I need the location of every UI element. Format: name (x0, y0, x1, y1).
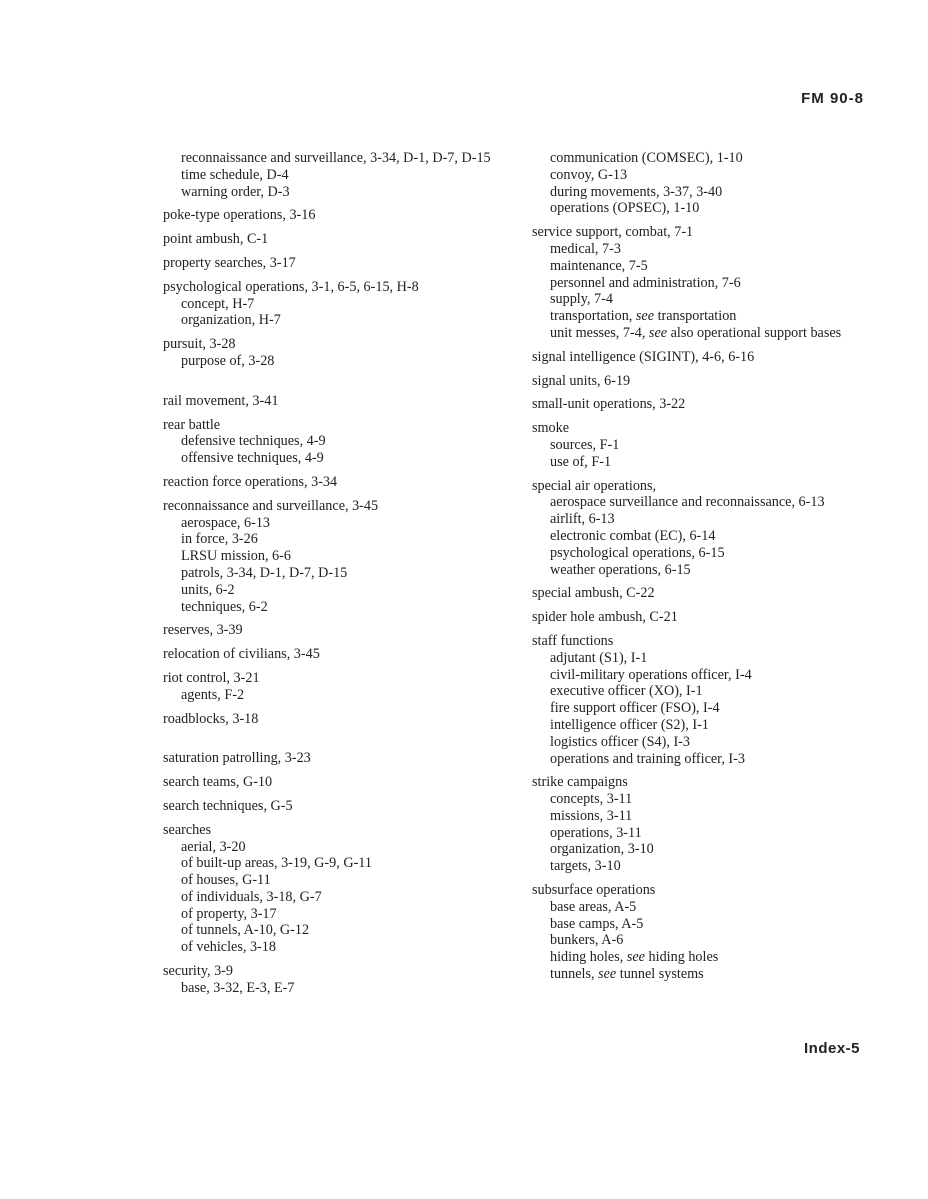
index-subentry: LRSU mission, 6-6 (181, 548, 291, 565)
index-entry (163, 474, 518, 491)
index-subentry: medical, 7-3 (550, 240, 621, 257)
index-subentry-transportation: transportation, see transportation (550, 308, 737, 325)
document-id: FM 90-8 (801, 90, 864, 107)
index-subentry: units, 6-2 (181, 581, 235, 598)
index-subentry: of property, 3-17 (181, 905, 277, 922)
index-subentry: in force, 3-26 (181, 531, 258, 548)
index-term: roadblocks, 3-18 (163, 710, 259, 727)
index-subentry: aerial, 3-20 (181, 838, 246, 855)
index-entry (163, 255, 518, 272)
index-entry (163, 417, 518, 467)
index-subentry: of tunnels, A-10, G-12 (181, 922, 310, 939)
index-subentry: reconnaissance and surveillance, 3-34, D-1, D-7, D-15 (181, 150, 491, 166)
index-entry (532, 420, 877, 470)
index-subentry: agents, F-2 (181, 686, 245, 703)
index-entry (532, 609, 877, 626)
index-term: security, 3-9 (163, 963, 233, 980)
index-entry (532, 349, 877, 366)
see-reference: see (626, 949, 645, 966)
index-subentry: missions, 3-11 (550, 807, 633, 824)
index-entry (163, 774, 518, 791)
index-entry (163, 963, 518, 997)
index-entry (532, 373, 877, 390)
index-term: poke-type operations, 3-16 (163, 207, 316, 224)
index-subentry: targets, 3-10 (550, 858, 621, 875)
index-subentry: psychological operations, 6-15 (550, 544, 725, 561)
index-subentry: time schedule, D-4 (181, 166, 289, 183)
continued-entry (532, 150, 877, 217)
index-entry (163, 498, 518, 616)
index-term: signal intelligence (SIGINT), 4-6, 6-16 (532, 348, 755, 365)
index-term: pursuit, 3-28 (163, 336, 236, 353)
index-subentry-hiding-holes: hiding holes, see hiding holes (550, 949, 719, 966)
index-subentry: civil-military operations officer, I-4 (550, 666, 752, 683)
index-term: smoke (532, 420, 570, 437)
index-term: rail movement, 3-41 (163, 392, 279, 409)
index-term: search teams, G-10 (163, 774, 273, 791)
index-subentry: electronic combat (EC), 6-14 (550, 527, 716, 544)
index-entry (163, 711, 518, 728)
see-reference: see (598, 966, 617, 983)
index-subentry: intelligence officer (S2), I-1 (550, 716, 709, 733)
index-subentry: concepts, 3-11 (550, 791, 633, 808)
index-subentry: use of, F-1 (550, 453, 612, 470)
index-subentry: concept, H-7 (181, 295, 255, 312)
index-term: rear battle (163, 416, 221, 433)
index-term: special ambush, C-22 (532, 585, 655, 602)
index-subentry: patrols, 3-34, D-1, D-7, D-15 (181, 564, 348, 581)
page-number: Index-5 (803, 1040, 860, 1057)
index-term: point ambush, C-1 (163, 231, 269, 248)
index-term: service support, combat, 7-1 (532, 224, 694, 241)
index-entry (532, 882, 877, 983)
index-term: searches (163, 821, 212, 838)
index-subentry: base camps, A-5 (550, 915, 644, 932)
index-term: saturation patrolling, 3-23 (163, 750, 311, 767)
index-subentry: convoy, G-13 (550, 166, 628, 183)
index-subentry: of vehicles, 3-18 (181, 939, 276, 956)
index-term: search techniques, G-5 (163, 797, 293, 814)
index-entry (163, 336, 518, 370)
index-entry (163, 279, 518, 329)
index-term: riot control, 3-21 (163, 669, 260, 686)
index-subentry: communication (COMSEC), 1-10 (550, 150, 743, 166)
index-subentry: base, 3-32, E-3, E-7 (181, 979, 295, 996)
index-subentry: executive officer (XO), I-1 (550, 683, 703, 700)
index-term: relocation of civilians, 3-45 (163, 646, 320, 663)
index-subentry: during movements, 3-37, 3-40 (550, 183, 723, 200)
index-entry (163, 393, 518, 410)
index-subentry-tunnels: tunnels, see tunnel systems (550, 966, 704, 983)
index-subentry: personnel and administration, 7-6 (550, 274, 741, 291)
index-subentry: bunkers, A-6 (550, 932, 624, 949)
index-subentry: organization, H-7 (181, 312, 281, 329)
index-entry (532, 774, 877, 875)
index-entry (532, 224, 877, 342)
index-column-right (532, 150, 877, 990)
index-term: property searches, 3-17 (163, 254, 296, 271)
index-subentry: fire support officer (FSO), I-4 (550, 700, 720, 717)
index-term: special air operations, (532, 477, 657, 494)
index-subentry: airlift, 6-13 (550, 511, 615, 528)
index-term: reconnaissance and surveillance, 3-45 (163, 497, 379, 514)
index-subentry-unit-messes: unit messes, 7-4, see also operational support bases (550, 324, 842, 341)
index-subentry: of houses, G-11 (181, 872, 271, 889)
continued-entry (163, 150, 518, 200)
index-entry (532, 633, 877, 767)
index-term: staff functions (532, 632, 614, 649)
index-subentry: aerospace, 6-13 (181, 514, 271, 531)
index-term: signal units, 6-19 (532, 372, 631, 389)
index-subentry: maintenance, 7-5 (550, 257, 648, 274)
index-entry (532, 585, 877, 602)
index-entry (163, 231, 518, 248)
index-entry (532, 478, 877, 579)
index-entry (163, 622, 518, 639)
index-term: psychological operations, 3-1, 6-5, 6-15, H-8 (163, 278, 419, 295)
index-subentry: operations and training officer, I-3 (550, 750, 745, 767)
index-subentry: operations, 3-11 (550, 824, 642, 841)
index-subentry: sources, F-1 (550, 436, 620, 453)
index-entry (163, 750, 518, 767)
index-column-left (163, 150, 518, 1004)
index-subentry: techniques, 6-2 (181, 598, 268, 615)
index-subentry: of individuals, 3-18, G-7 (181, 888, 322, 905)
index-subentry: purpose of, 3-28 (181, 352, 275, 369)
index-subentry: weather operations, 6-15 (550, 561, 691, 578)
index-subentry: base areas, A-5 (550, 898, 637, 915)
index-entry (163, 207, 518, 224)
index-term: strike campaigns (532, 774, 628, 791)
index-term: small-unit operations, 3-22 (532, 396, 686, 413)
index-subentry: of built-up areas, 3-19, G-9, G-11 (181, 855, 372, 872)
index-entry (532, 396, 877, 413)
index-subentry: aerospace surveillance and reconnaissance, 6-13 (550, 494, 825, 511)
index-subentry: supply, 7-4 (550, 291, 613, 308)
index-entry (163, 670, 518, 704)
index-subentry: organization, 3-10 (550, 841, 654, 858)
index-subentry: operations (OPSEC), 1-10 (550, 200, 700, 217)
see-reference: see (635, 308, 655, 325)
index-entry (163, 822, 518, 956)
see-reference: see (648, 324, 668, 341)
index-term: subsurface operations (532, 882, 656, 899)
index-subentry: adjutant (S1), I-1 (550, 649, 648, 666)
index-subentry: logistics officer (S4), I-3 (550, 733, 691, 750)
index-term: spider hole ambush, C-21 (532, 609, 678, 626)
index-subentry: offensive techniques, 4-9 (181, 450, 324, 467)
index-subentry: warning order, D-3 (181, 183, 290, 200)
index-term: reserves, 3-39 (163, 622, 243, 639)
index-entry (163, 798, 518, 815)
index-subentry: defensive techniques, 4-9 (181, 433, 326, 450)
index-term: reaction force operations, 3-34 (163, 473, 338, 490)
index-entry (163, 646, 518, 663)
